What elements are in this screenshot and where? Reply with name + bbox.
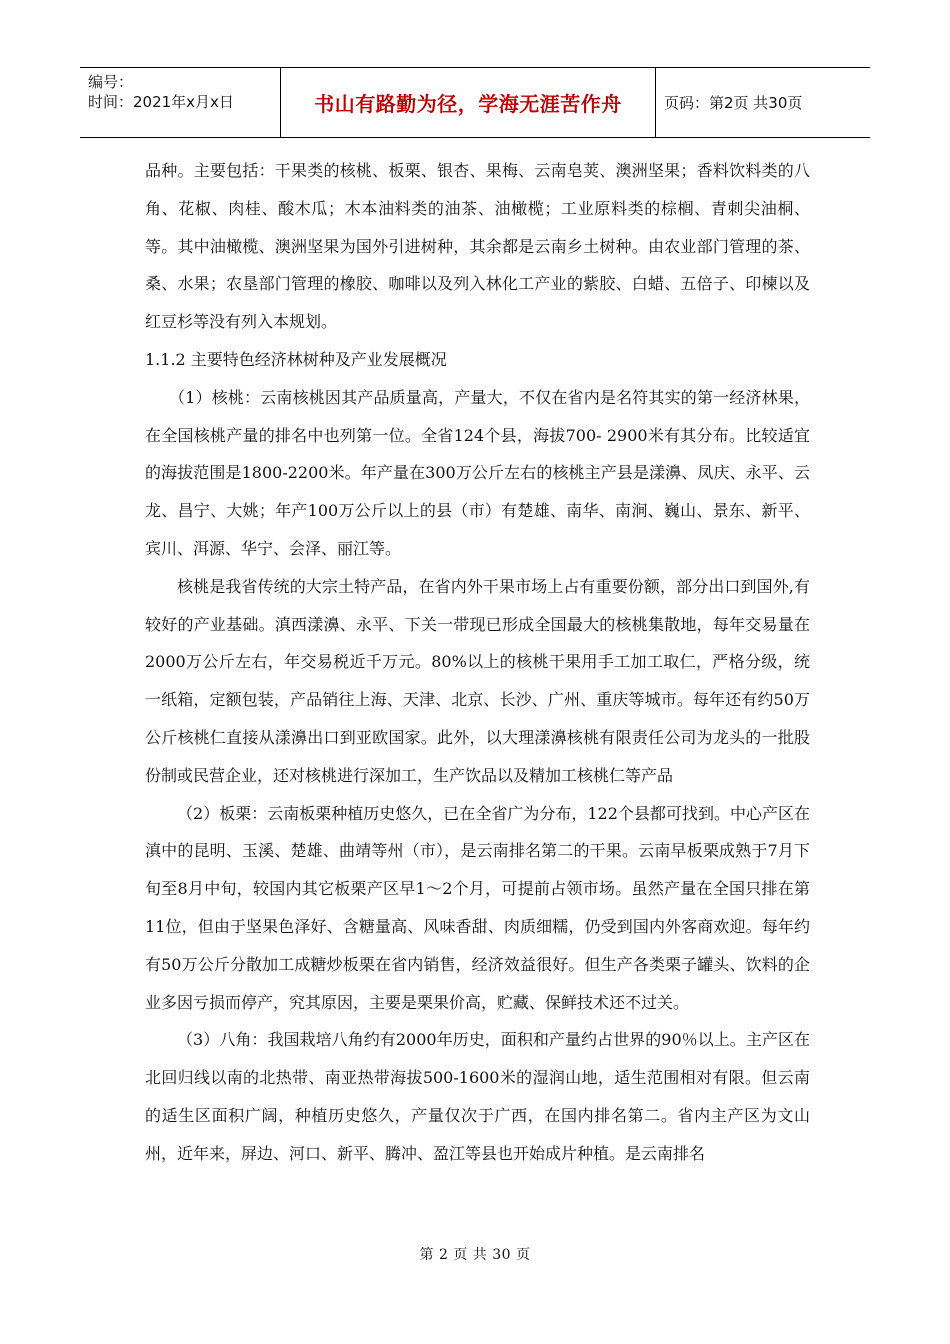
header-page-info: 页码：第2页 共30页 <box>664 94 803 112</box>
page-footer: 第 2 页 共 30 页 <box>419 1247 531 1263</box>
date-label: 时间：2021年x月x日 <box>88 93 234 111</box>
header-table <box>80 67 870 138</box>
body-text <box>145 152 810 1173</box>
header-left-cell <box>80 68 281 137</box>
paragraph-star-anise: （3）八角：我国栽培八角约有2000年历史，面积和产量约占世界的90％以上。主产区在北回归线以南的北热带、南亚热带海拔500-1600米的湿润山地，适生范围相对有限。但云南的适生区面积广阔，种植历史悠久，产量仅次于广西，在国内排名第二。省内主产区为文山州，近年来，屏边、河口、新平、腾冲、盈江等县也开始成片种植。是云南排名 <box>145 1030 810 1163</box>
header-motto: 书山有路勤为径，学海无涯苦作舟 <box>281 68 656 137</box>
paragraph-walnut-industry: 核桃是我省传统的大宗土特产品，在省内外干果市场上占有重要份额，部分出口到国外,有较好的产业基础。滇西漾濞、永平、下关一带现已形成全国最大的核桃集散地，每年交易量在2000万公斤左右，年交易税近千万元。80%以上的核桃干果用手工加工取仁，严格分级，统一纸箱，定额包装，产品销往上海、天津、北京、长沙、广州、重庆等城市。每年还有约50万公斤核桃仁直接从漾濞出口到亚欧国家。此外，以大理漾濞核桃有限责任公司为龙头的一批股份制或民营企业，还对核桃进行深加工，生产饮品以及精加工核桃仁等产品 <box>145 576 810 785</box>
paragraph-walnut: （1）核桃：云南核桃因其产品质量高，产量大，不仅在省内是名符其实的第一经济林果，在全国核桃产量的排名中也列第一位。全省124个县，海拔700- 2900米有其分布。比较适宜的海拔范围是1800-2200米。年产量在300万公斤左右的核桃主产县是漾濞、凤庆、永平、云龙、昌宁、大姚；年产100万公斤以上的县（市）有楚雄、南华、南涧、巍山、景东、新平、宾川、洱源、华宁、会泽、丽江等。 <box>145 387 810 558</box>
number-label: 编号： <box>88 73 134 91</box>
paragraph-chestnut: （2）板栗：云南板栗种植历史悠久，已在全省广为分布，122个县都可找到。中心产区在滇中的昆明、玉溪、楚雄、曲靖等州（市），是云南排名第二的干果。云南早板栗成熟于7月下旬至8月中旬，较国内其它板栗产区早1～2个月，可提前占领市场。虽然产量在全国只排在第11位，但由于坚果色泽好、含糖量高、风味香甜、肉质细糯，仍受到国内外客商欢迎。每年约有50万公斤分散加工成糖炒板栗在省内销售，经济效益很好。但生产各类栗子罐头、饮料的企业多因亏损而停产，究其原因，主要是栗果价高，贮藏、保鲜技术还不过关。 <box>145 803 810 1012</box>
section-heading: 1.1.2 主要特色经济林树种及产业发展概况 <box>145 349 447 369</box>
paragraph-continuation: 品种。主要包括：干果类的核桃、板栗、银杏、果梅、云南皂荚、澳洲坚果；香料饮料类的八角、花椒、肉桂、酸木瓜；木本油料类的油茶、油橄榄；工业原料类的棕榈、青刺尖油桐、等。其中油橄榄、澳洲坚果为国外引进树种，其余都是云南乡土树种。由农业部门管理的茶、桑、水果；农垦部门管理的橡胶、咖啡以及列入林化工产业的紫胶、白蜡、五倍子、印楝以及红豆杉等没有列入本规划。 <box>145 161 810 332</box>
